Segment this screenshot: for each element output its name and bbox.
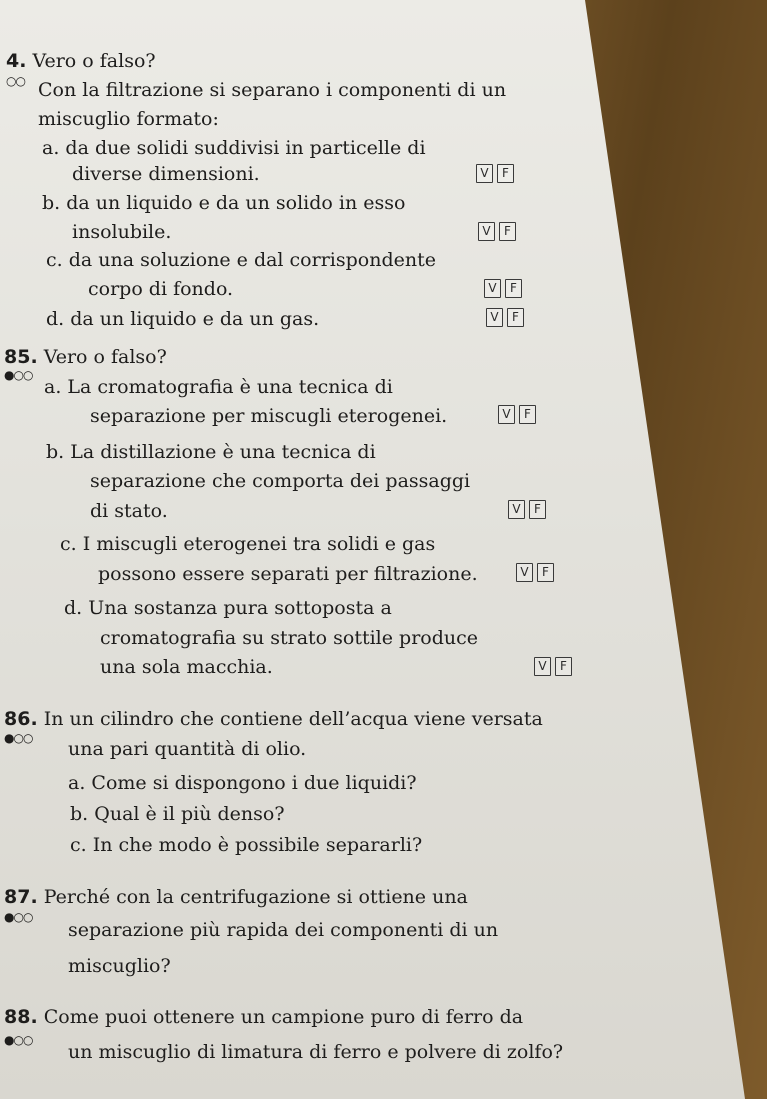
- answer-item-text: insolubile.: [72, 221, 172, 243]
- false-box[interactable]: F: [507, 308, 524, 327]
- true-box[interactable]: V: [534, 657, 551, 676]
- q86-heading: [4, 708, 543, 730]
- question-text: una pari quantità di olio.: [68, 738, 307, 760]
- answer-item: c. I miscugli eterogenei tra solidi e gas: [60, 533, 436, 555]
- question-number: 86.: [4, 708, 38, 730]
- difficulty-dots: ●○○: [4, 368, 33, 382]
- question-text: miscuglio formato:: [38, 108, 219, 130]
- question-text: Perché con la centrifugazione si ottiene una: [43, 886, 468, 908]
- difficulty-dots: ●○○: [4, 731, 33, 745]
- true-box[interactable]: V: [484, 279, 501, 298]
- false-box[interactable]: F: [505, 279, 522, 298]
- true-false-boxes: [478, 222, 516, 241]
- answer-item: a. da due solidi suddivisi in particelle di: [42, 137, 426, 159]
- answer-item: d. Una sostanza pura sottoposta a: [64, 597, 392, 619]
- question-number: 85.: [4, 346, 38, 368]
- false-box[interactable]: F: [497, 164, 514, 183]
- sub-question: c. In che modo è possibile separarli?: [70, 834, 423, 856]
- difficulty-dots: ●○○: [4, 1033, 33, 1047]
- answer-item: d. da un liquido e da un gas.: [46, 308, 320, 330]
- answer-item: c. da una soluzione e dal corrispondente: [46, 249, 436, 271]
- answer-item-text: separazione che comporta dei passaggi: [90, 470, 471, 492]
- question-number: 4.: [6, 50, 27, 72]
- false-box[interactable]: F: [529, 500, 546, 519]
- true-false-boxes: [484, 279, 522, 298]
- sub-question: b. Qual è il più denso?: [70, 803, 285, 825]
- question-number: 87.: [4, 886, 38, 908]
- question-title: Vero o falso?: [32, 50, 156, 72]
- question-number: 88.: [4, 1006, 38, 1028]
- false-box[interactable]: F: [537, 563, 554, 582]
- q85-heading: [4, 346, 167, 368]
- sub-question: a. Come si dispongono i due liquidi?: [68, 772, 417, 794]
- difficulty-dots: ○○: [6, 74, 25, 88]
- true-false-boxes: [508, 500, 546, 519]
- true-false-boxes: [486, 308, 524, 327]
- difficulty-dots: ●○○: [4, 910, 33, 924]
- answer-item-text: cromatografia su strato sottile produce: [100, 627, 478, 649]
- false-box[interactable]: F: [519, 405, 536, 424]
- question-text: In un cilindro che contiene dell’acqua viene versata: [43, 708, 543, 730]
- q87-heading: [4, 886, 468, 908]
- false-box[interactable]: F: [555, 657, 572, 676]
- answer-item: b. da un liquido e da un solido in esso: [42, 192, 406, 214]
- q84-heading: [6, 50, 156, 72]
- true-box[interactable]: V: [486, 308, 503, 327]
- answer-item-text: possono essere separati per filtrazione.: [98, 563, 478, 585]
- question-text: miscuglio?: [68, 955, 171, 977]
- answer-item-text: di stato.: [90, 500, 168, 522]
- true-false-boxes: [534, 657, 572, 676]
- answer-item: b. La distillazione è una tecnica di: [46, 441, 376, 463]
- true-box[interactable]: V: [476, 164, 493, 183]
- true-box[interactable]: V: [498, 405, 515, 424]
- answer-item: a. La cromatografia è una tecnica di: [44, 376, 393, 398]
- question-text: Come puoi ottenere un campione puro di ferro da: [43, 1006, 524, 1028]
- question-text: un miscuglio di limatura di ferro e polvere di zolfo?: [68, 1041, 564, 1063]
- q88-heading: [4, 1006, 523, 1028]
- true-box[interactable]: V: [508, 500, 525, 519]
- answer-item-text: separazione per miscugli eterogenei.: [90, 405, 448, 427]
- question-text: Con la filtrazione si separano i componenti di un: [38, 79, 507, 101]
- answer-item-text: corpo di fondo.: [88, 278, 234, 300]
- answer-item-text: diverse dimensioni.: [72, 163, 260, 185]
- true-box[interactable]: V: [478, 222, 495, 241]
- question-text: separazione più rapida dei componenti di un: [68, 919, 499, 941]
- true-false-boxes: [476, 164, 514, 183]
- question-title: Vero o falso?: [43, 346, 167, 368]
- false-box[interactable]: F: [499, 222, 516, 241]
- true-false-boxes: [498, 405, 536, 424]
- true-false-boxes: [516, 563, 554, 582]
- answer-item-text: una sola macchia.: [100, 656, 273, 678]
- true-box[interactable]: V: [516, 563, 533, 582]
